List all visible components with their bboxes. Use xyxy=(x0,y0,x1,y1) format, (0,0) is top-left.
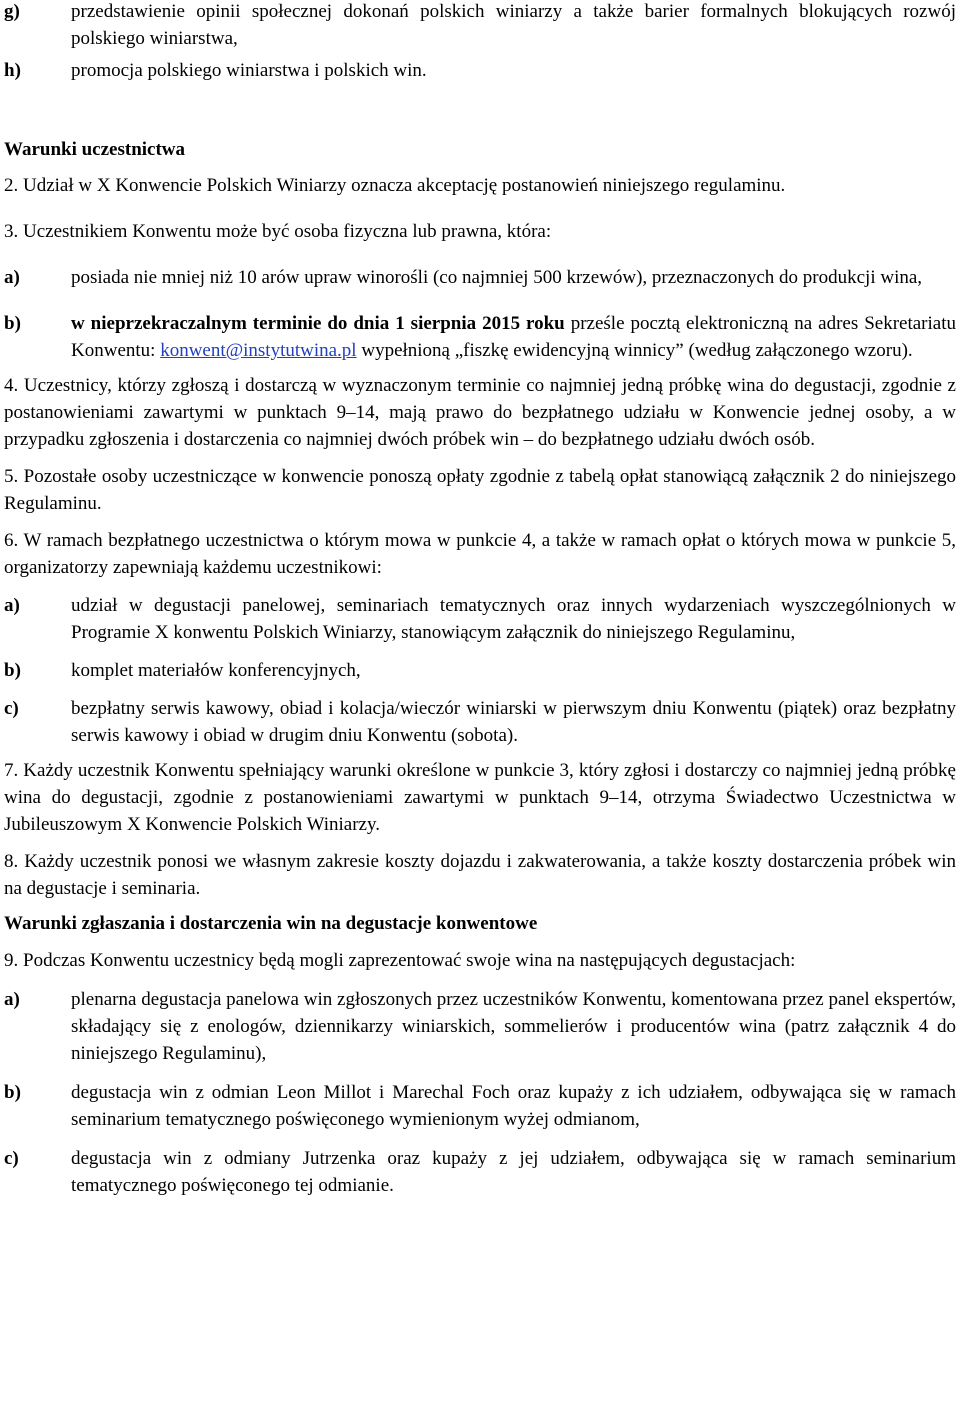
list-item-6a xyxy=(4,592,956,646)
paragraph-9: 9. Podczas Konwentu uczestnicy będą mogli zaprezentować swoje wina na następujących degustacjach: xyxy=(4,950,796,971)
paragraph-3: 3. Uczestnikiem Konwentu może być osoba fizyczna lub prawna, która: xyxy=(4,221,552,242)
list-item-9c xyxy=(4,1145,956,1199)
list-label: h) xyxy=(4,60,21,81)
list-text: komplet materiałów konferencyjnych, xyxy=(71,660,361,681)
list-item-6b xyxy=(4,657,956,684)
list-item-g xyxy=(4,0,956,52)
list-item-h xyxy=(4,57,956,84)
list-label: a) xyxy=(4,595,20,616)
list-label: a) xyxy=(4,267,20,288)
list-item-9b xyxy=(4,1079,956,1133)
paragraph-6: 6. W ramach bezpłatnego uczestnictwa o którym mowa w punkcie 4, a także w ramach opłat o których mowa w punkcie 5, organizatorzy zapewniają każdemu uczestnikowi: xyxy=(4,530,956,578)
list-item-3a xyxy=(4,264,956,291)
list-label: c) xyxy=(4,698,19,719)
list-label: c) xyxy=(4,1148,19,1169)
list-text: udział w degustacji panelowej, seminariach tematycznych oraz innych wydarzeniach wyszczególnionych w Programie X konwentu Polskich Winiarzy, stanowiącym załącznik do niniejszego Regulaminu, xyxy=(71,595,956,643)
list-label: b) xyxy=(4,660,21,681)
list-text: plenarna degustacja panelowa win zgłoszonych przez uczestników Konwentu, komentowana przez panel ekspertów, składający się z enologów, dziennikarzy winiarskich, sommelierów i producentów wina (patrz załącznik 4 do niniejszego Regulaminu), xyxy=(71,989,956,1064)
list-text: degustacja win z odmian Leon Millot i Marechal Foch oraz kupaży z ich udziałem, odbywająca się w ramach seminarium tematycznego poświęconego wymienionym wyżej odmianom, xyxy=(71,1082,956,1130)
list-text: przedstawienie opinii społecznej dokonań polskich winiarzy a także barier formalnych blokujących rozwój polskiego winiarstwa, xyxy=(71,1,956,49)
section-heading-participation: Warunki uczestnictwa xyxy=(4,139,186,160)
list-label: g) xyxy=(4,1,20,22)
list-text: degustacja win z odmiany Jutrzenka oraz kupaży z jej udziałem, odbywająca się w ramach seminarium tematycznego poświęconego tej odmianie. xyxy=(71,1148,956,1196)
list-label: a) xyxy=(4,989,20,1010)
list-label: b) xyxy=(4,1082,21,1103)
email-link[interactable]: konwent@instytutwina.pl xyxy=(160,340,357,361)
list-item-3b xyxy=(4,310,956,364)
list-text-part: prześle pocztą elektroniczną na adres Sekretariatu Konwentu: xyxy=(71,313,956,361)
paragraph-7: 7. Każdy uczestnik Konwentu spełniający warunki określone w punkcie 3, który zgłosi i dostarczy co najmniej jedną próbkę wina do degustacji, zgodnie z postanowieniami zawartymi w punktach 9–14, otrzyma Świadectwo Uczestnictwa w Jubileuszowym X Konwencie Polskich Winiarzy. xyxy=(4,760,956,835)
paragraph-5: 5. Pozostałe osoby uczestniczące w konwencie ponoszą opłaty zgodnie z tabelą opłat stanowiącą załącznik 2 do niniejszego Regulaminu. xyxy=(4,466,956,514)
list-item-6c xyxy=(4,695,956,749)
paragraph-8: 8. Każdy uczestnik ponosi we własnym zakresie koszty dojazdu i zakwaterowania, a także koszty dostarczenia próbek win na degustacje i seminaria. xyxy=(4,851,956,899)
list-text-part: wypełnioną „fiszkę ewidencyjną winnicy” (według załączonego wzoru). xyxy=(356,340,913,361)
section-heading-submission: Warunki zgłaszania i dostarczenia win na degustacje konwentowe xyxy=(4,913,538,934)
list-label: b) xyxy=(4,313,21,334)
deadline-text: w nieprzekraczalnym terminie do dnia 1 sierpnia 2015 roku xyxy=(71,313,565,334)
list-text xyxy=(71,310,956,364)
list-text: posiada nie mniej niż 10 arów upraw winorośli (co najmniej 500 krzewów), przeznaczonych do produkcji wina, xyxy=(71,267,923,288)
paragraph-2: 2. Udział w X Konwencie Polskich Winiarzy oznacza akceptację postanowień niniejszego regulaminu. xyxy=(4,175,786,196)
paragraph-4: 4. Uczestnicy, którzy zgłoszą i dostarczą w wyznaczonym terminie co najmniej jedną próbkę wina do degustacji, zgodnie z postanowieniami zawartymi w punktach 9–14, mają prawo do bezpłatnego udziału w Konwencie jednej osoby, a w przypadku zgłoszenia i dostarczenia co najmniej dwóch próbek win – do bezpłatnego udziału dwóch osób. xyxy=(4,375,956,450)
list-text: promocja polskiego winiarstwa i polskich win. xyxy=(71,60,427,81)
list-text: bezpłatny serwis kawowy, obiad i kolacja/wieczór winiarski w pierwszym dniu Konwentu (piątek) oraz bezpłatny serwis kawowy i obiad w drugim dniu Konwentu (sobota). xyxy=(71,698,956,746)
list-item-9a xyxy=(4,986,956,1067)
